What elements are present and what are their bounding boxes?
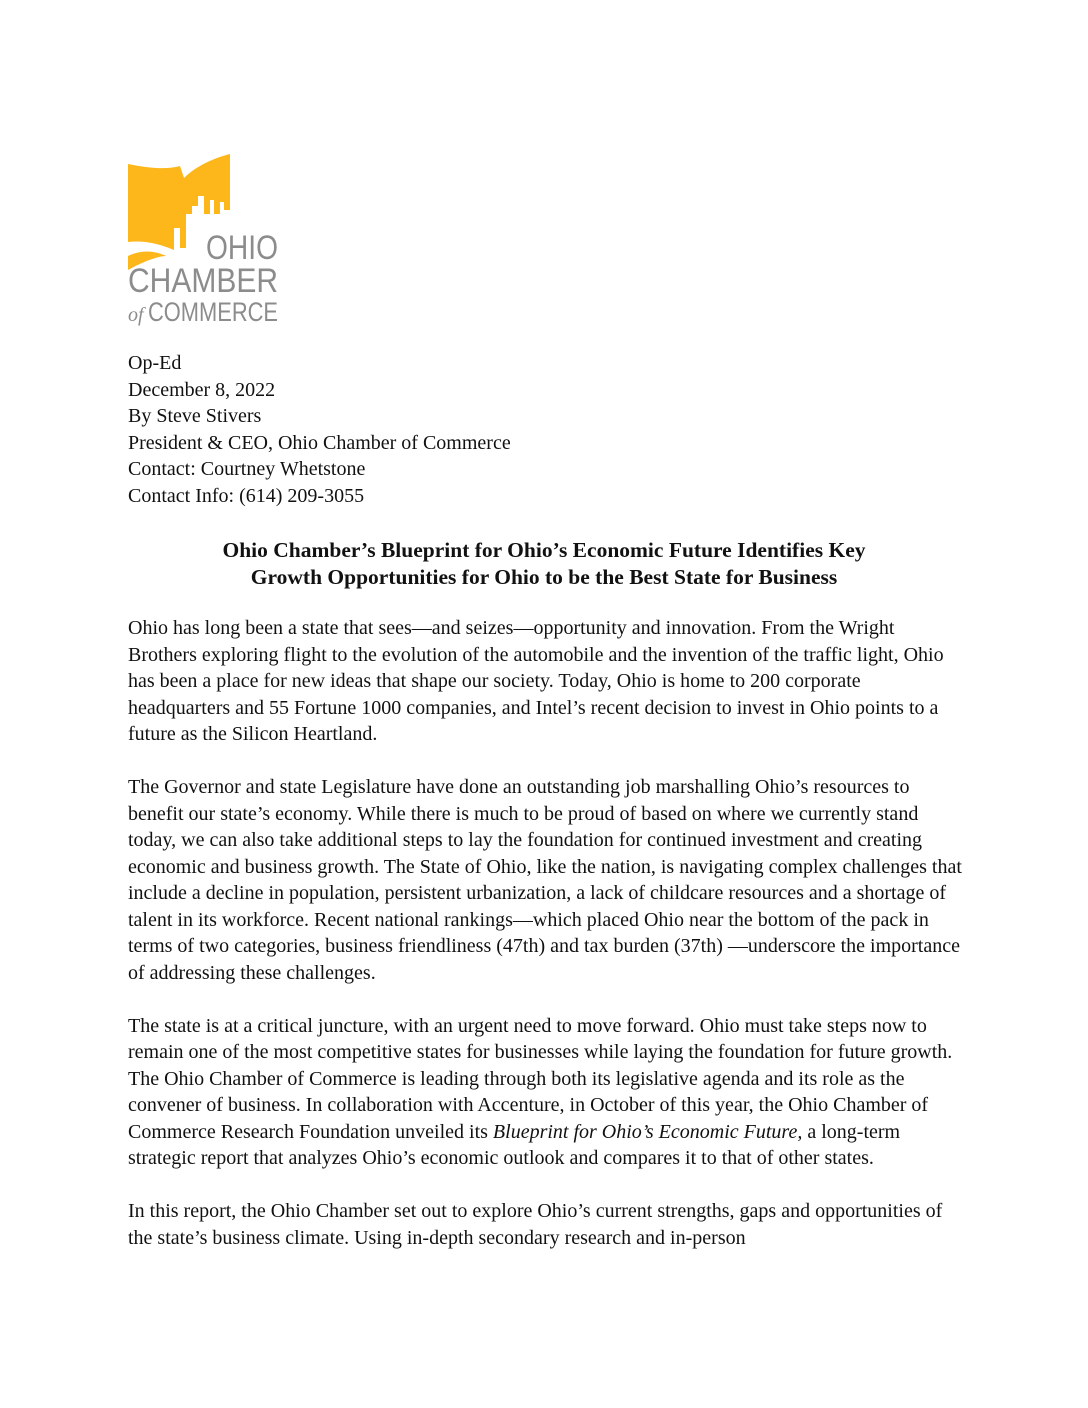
paragraph-3	[128, 1013, 962, 1172]
logo-line-of: of	[128, 304, 144, 326]
document-date: December 8, 2022	[128, 378, 276, 401]
ohio-chamber-logo	[126, 152, 286, 327]
paragraph-4: In this report, the Ohio Chamber set out to explore Ohio’s current strengths, gaps and opportunities of the state’s business climate. Using in-depth secondary research and in-person	[128, 1200, 943, 1249]
paragraph-1: Ohio has long been a state that sees—and seizes—opportunity and innovation. From the Wright Brothers exploring flight to the evolution of the automobile and the invention of the traffic light, Ohio has been a place for new ideas that shape our society. Today, Ohio is home to 200 corporate headquarters and 55 Fortune 1000 companies, and Intel’s recent decision to invest in Ohio points to a future as the Silicon Heartland.	[128, 617, 944, 745]
report-title: Blueprint for Ohio’s Economic Future,	[492, 1120, 803, 1143]
paragraph-3-text-a: The state is at a critical juncture, with an urgent need to move forward. Ohio must take steps now to remain one of the most competitive states for businesses while laying the foundation for future growth. The Ohio Chamber of Commerce is leading through both its legislative agenda and its role as the convener of business. In collaboration with Accenture, in October of this year, the Ohio Chamber of Commerce Research Foundation unveiled its	[128, 1014, 953, 1143]
contact-name: Contact: Courtney Whetstone	[128, 458, 366, 481]
headline	[128, 537, 960, 591]
logo-line-ohio: OHIO	[206, 229, 278, 267]
author-title: President & CEO, Ohio Chamber of Commerce	[128, 431, 511, 454]
paragraph-3-text-b: a long-term strategic report that analyzes Ohio’s economic outlook and compares it to that of other states.	[128, 1120, 901, 1169]
headline-line-2: Growth Opportunities for Ohio to be the Best State for Business	[250, 565, 838, 589]
contact-info: Contact Info: (614) 209-3055	[128, 484, 365, 507]
headline-line-1: Ohio Chamber’s Blueprint for Ohio’s Economic Future Identifies Key	[222, 538, 866, 562]
article-body	[128, 615, 962, 1278]
logo-line-chamber: CHAMBER	[128, 262, 278, 300]
logo-line-commerce: COMMERCE	[148, 297, 278, 327]
document-type: Op-Ed	[128, 352, 182, 374]
op-ed-metadata	[128, 350, 968, 510]
paragraph-2: The Governor and state Legislature have done an outstanding job marshalling Ohio’s resources to benefit our state’s economy. While there is much to be proud of based on where we currently stand today, we can also take additional steps to lay the foundation for continued investment and creating economic and business growth. The State of Ohio, like the nation, is navigating complex challenges that include a decline in population, persistent urbanization, a lack of childcare resources and a shortage of talent in its workforce. Recent national rankings—which placed Ohio near the bottom of the pack in terms of two categories, business friendliness (47th) and tax burden (37th) —underscore the importance of addressing these challenges.	[128, 776, 962, 984]
ohio-chamber-logo-graphic	[126, 152, 286, 327]
author-byline: By Steve Stivers	[128, 405, 262, 428]
